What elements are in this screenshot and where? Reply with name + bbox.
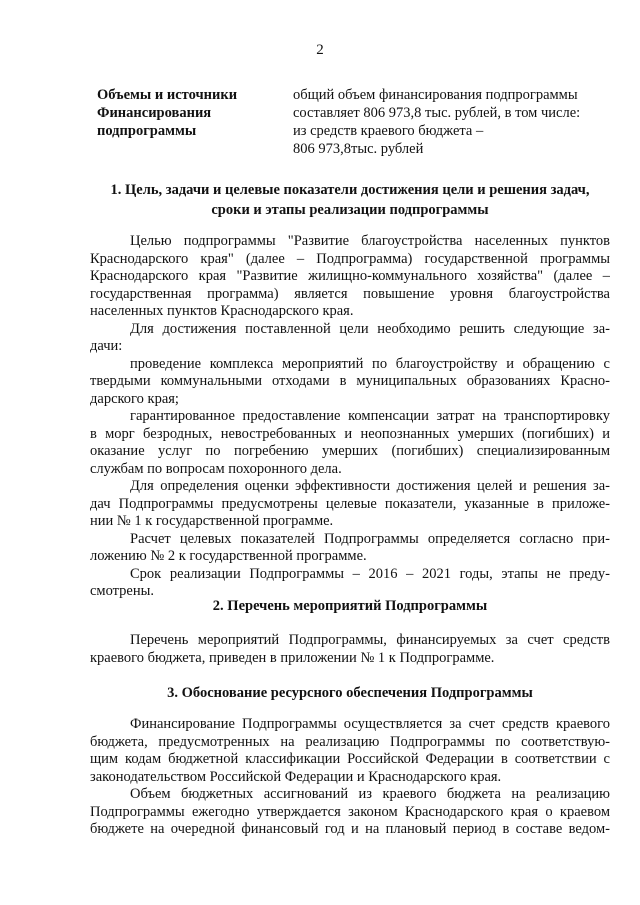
text-line: Краснодарского края "Развитие жилищно-коммунального хозяйства" (далее – (90, 268, 610, 284)
heading-line: 3. Обоснование ресурсного обеспечения Подпрограммы (167, 685, 533, 701)
text-line: Краснодарского края" (далее – Подпрограмма) государственной программы (90, 250, 610, 267)
funding-value-line: общий объем финансирования подпрограммы (293, 87, 578, 103)
section-2-body (90, 632, 610, 667)
funding-info-value (293, 86, 603, 158)
text-line: Для определения оценки эффективности достижения целей и решения за- (130, 478, 610, 494)
section-3-heading (88, 683, 612, 703)
text-line: проведение комплекса мероприятий по благоустройству и обращению с (130, 355, 610, 372)
text-line: Расчет целевых показателей Подпрограммы определяется согласно при- (130, 530, 610, 547)
text-line: бюджета, предусмотренных на реализацию Подпрограммы по соответствую- (90, 733, 610, 750)
text-line: Срок реализации Подпрограммы – 2016 – 2021 годы, этапы не преду- (130, 565, 610, 582)
text-line: законодательством Российской Федерации и Краснодарского края. (90, 768, 502, 785)
text-line: Перечень мероприятий Подпрограммы, финансируемых за счет средств (130, 632, 610, 648)
text-line: дачи: (90, 338, 123, 354)
text-line: населенных пунктов Краснодарского края. (90, 303, 354, 319)
funding-label-line: Финансирования (97, 105, 212, 121)
text-line: щим кодам бюджетной классификации Российской Федерации в соответствии с (90, 751, 610, 767)
text-line: ложению № 2 к государственной программе. (90, 548, 367, 564)
text-line: дарского края; (90, 390, 179, 407)
funding-info-table (97, 86, 605, 158)
text-line: Для достижения поставленной цели необходимо решить следующие за- (130, 320, 610, 337)
funding-value-line: составляет 806 973,8 тыс. рублей, в том числе: (293, 105, 581, 121)
page-number: 2 (316, 42, 324, 58)
text-line: в морг безродных, невостребованных и неопознанных умерших (погибших) и (90, 425, 610, 442)
text-line: Объем бюджетных ассигнований из краевого бюджета на реализацию (130, 786, 610, 802)
section-1-body (90, 233, 610, 601)
text-line: государственная программа) является повышение уровня благоустройства (90, 285, 610, 302)
text-line: гарантированное предоставление компенсации затрат на транспортировку (130, 408, 610, 424)
text-line: нии № 1 к государственной программе. (90, 513, 334, 529)
text-line: краевого бюджета, приведен в приложении № 1 к Подпрограмме. (90, 649, 495, 666)
funding-label-line: подпрограммы (97, 123, 197, 139)
text-line: Целью подпрограммы "Развитие благоустройства населенных пунктов (130, 233, 610, 249)
heading-line: 2. Перечень мероприятий Подпрограммы (212, 598, 488, 614)
text-line: смотрены. (90, 583, 154, 599)
text-line: оказание услуг по погребению умерших (погибших) специализированным (90, 443, 610, 459)
text-line: Финансирование Подпрограммы осуществляется за счет средств краевого (130, 716, 610, 732)
funding-value-line: из средств краевого бюджета – (293, 123, 484, 139)
section-3-body (90, 716, 610, 839)
funding-value-line: 806 973,8тыс. рублей (293, 141, 424, 157)
section-2-heading (88, 596, 612, 616)
text-line: твердыми коммунальными отходами в муниципальных образованиях Красно- (90, 373, 610, 389)
text-line: службам по вопросам похоронного дела. (90, 460, 342, 477)
heading-line: сроки и этапы реализации подпрограммы (211, 202, 489, 218)
funding-label-line: Объемы и источники (97, 87, 238, 103)
text-line: дач Подпрограммы предусмотрены целевые показатели, указанные в приложе- (90, 495, 610, 512)
section-1-heading (88, 180, 612, 220)
funding-info-label (97, 86, 293, 158)
heading-line: 1. Цель, задачи и целевые показатели достижения цели и решения задач, (110, 182, 590, 198)
text-line: Подпрограммы ежегодно утверждается законом Краснодарского края о краевом (90, 803, 610, 820)
text-line: бюджете на очередной финансовый год и на плановый период в составе ведом- (90, 821, 610, 837)
